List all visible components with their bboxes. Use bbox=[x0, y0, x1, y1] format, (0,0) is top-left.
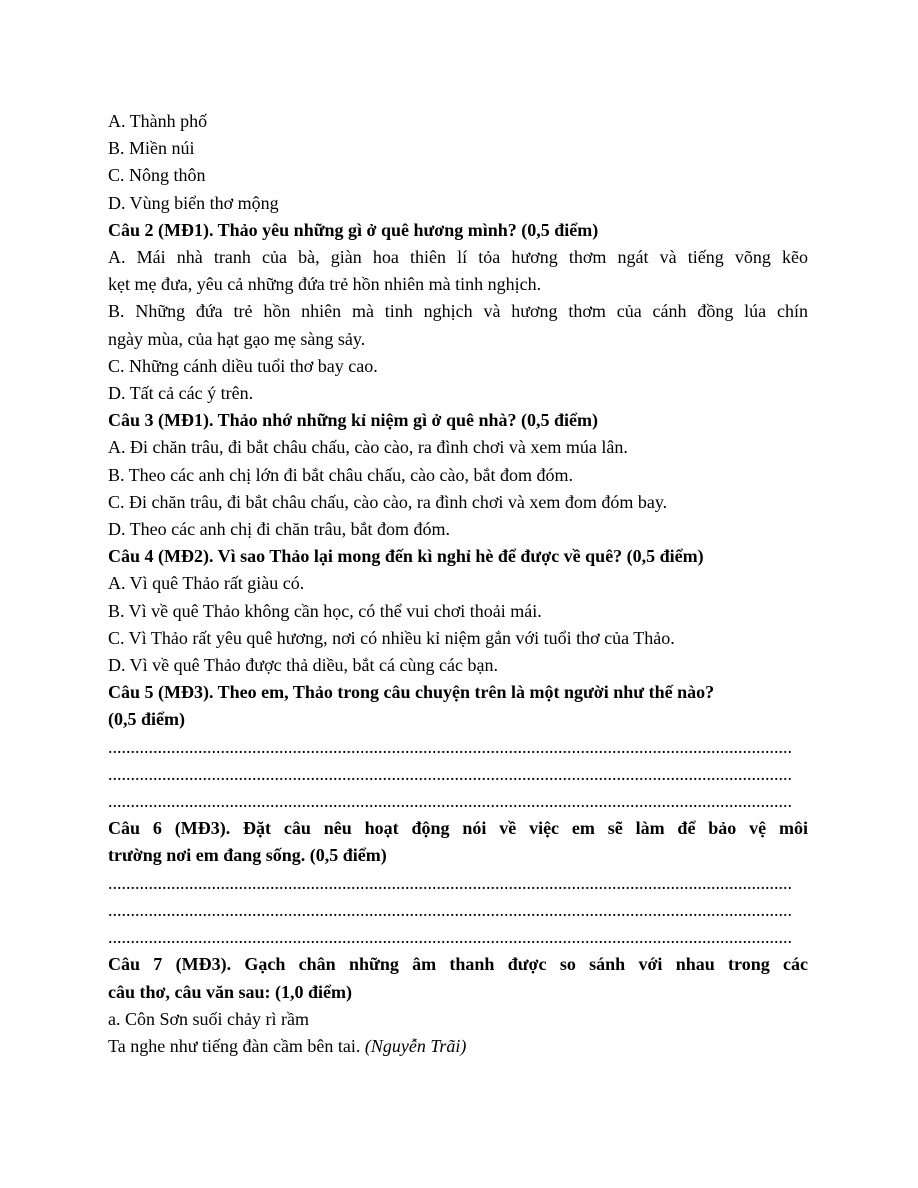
q1-option-d: D. Vùng biển thơ mộng bbox=[108, 192, 279, 213]
q2-option-b-line1: B. Những đứa trẻ hồn nhiên mà tinh nghịch và hương thơm của cánh đồng lúa chín bbox=[108, 301, 808, 322]
q2-option-a-line1: A. Mái nhà tranh của bà, giàn hoa thiên lí tỏa hương thơm ngát và tiếng võng kẽo bbox=[108, 247, 808, 268]
q1-option-b: B. Miền núi bbox=[108, 138, 195, 159]
q7-verse-line-b bbox=[108, 1033, 808, 1060]
q7-title-line2: câu thơ, câu văn sau: (1,0 điểm) bbox=[108, 981, 352, 1002]
q6-answer-line-1[interactable]: ........................................................................................................................................................ bbox=[108, 872, 792, 893]
q5-answer-line-2[interactable]: ........................................................................................................................................................ bbox=[108, 763, 792, 784]
q3-option-c: C. Đi chăn trâu, đi bắt châu chấu, cào cào, ra đình chơi và xem đom đóm bay. bbox=[108, 491, 668, 512]
q2-title: Câu 2 (MĐ1). Thảo yêu những gì ở quê hương mình? (0,5 điểm) bbox=[108, 219, 599, 240]
q2-option-a-line2: kẹt mẹ đưa, yêu cả những đứa trẻ hồn nhiên mà tinh nghịch. bbox=[108, 274, 542, 295]
q3-title: Câu 3 (MĐ1). Thảo nhớ những kỉ niệm gì ở quê nhà? (0,5 điểm) bbox=[108, 410, 598, 431]
q7-verse-text: Ta nghe như tiếng đàn cầm bên tai. bbox=[108, 1035, 361, 1056]
q1-option-a: A. Thành phố bbox=[108, 111, 208, 131]
q3-option-d: D. Theo các anh chị đi chăn trâu, bắt đom đóm. bbox=[108, 519, 451, 540]
q2-option-d: D. Tất cả các ý trên. bbox=[108, 383, 254, 404]
q6-title-line1: Câu 6 (MĐ3). Đặt câu nêu hoạt động nói về việc em sẽ làm để bảo vệ môi bbox=[108, 818, 808, 839]
q3-option-b: B. Theo các anh chị lớn đi bắt châu chấu, cào cào, bắt đom đóm. bbox=[108, 464, 574, 485]
q6-title-line2: trường nơi em đang sống. (0,5 điểm) bbox=[108, 845, 387, 866]
q1-option-c: C. Nông thôn bbox=[108, 165, 206, 186]
q7-title-line1: Câu 7 (MĐ3). Gạch chân những âm thanh được so sánh với nhau trong các bbox=[108, 954, 808, 975]
q7-verse-line-a: a. Côn Sơn suối chảy rì rầm bbox=[108, 1008, 309, 1029]
q2-option-c: C. Những cánh diều tuổi thơ bay cao. bbox=[108, 355, 378, 376]
q4-title: Câu 4 (MĐ2). Vì sao Thảo lại mong đến kì nghỉ hè để được về quê? (0,5 điểm) bbox=[108, 546, 704, 567]
q5-answer-line-3[interactable]: ........................................................................................................................................................ bbox=[108, 791, 792, 812]
q4-option-d: D. Vì về quê Thảo được thả diều, bắt cá cùng các bạn. bbox=[108, 655, 498, 676]
q3-option-a: A. Đi chăn trâu, đi bắt châu chấu, cào cào, ra đình chơi và xem múa lân. bbox=[108, 437, 628, 458]
worksheet-page bbox=[108, 108, 808, 1060]
q7-verse-author: (Nguyễn Trãi) bbox=[364, 1035, 467, 1056]
q4-option-c: C. Vì Thảo rất yêu quê hương, nơi có nhiều kỉ niệm gắn với tuổi thơ của Thảo. bbox=[108, 627, 675, 648]
q6-answer-line-2[interactable]: ........................................................................................................................................................ bbox=[108, 899, 792, 920]
q2-option-b-line2: ngày mùa, của hạt gạo mẹ sàng sảy. bbox=[108, 328, 366, 349]
q5-title-line2: (0,5 điểm) bbox=[108, 709, 185, 730]
q5-answer-line-1[interactable]: ........................................................................................................................................................ bbox=[108, 736, 792, 757]
q6-answer-line-3[interactable]: ........................................................................................................................................................ bbox=[108, 927, 792, 948]
q4-option-b: B. Vì về quê Thảo không cần học, có thể vui chơi thoải mái. bbox=[108, 600, 542, 621]
q5-title-line1: Câu 5 (MĐ3). Theo em, Thảo trong câu chuyện trên là một người như thế nào? bbox=[108, 682, 715, 703]
q4-option-a: A. Vì quê Thảo rất giàu có. bbox=[108, 573, 305, 594]
